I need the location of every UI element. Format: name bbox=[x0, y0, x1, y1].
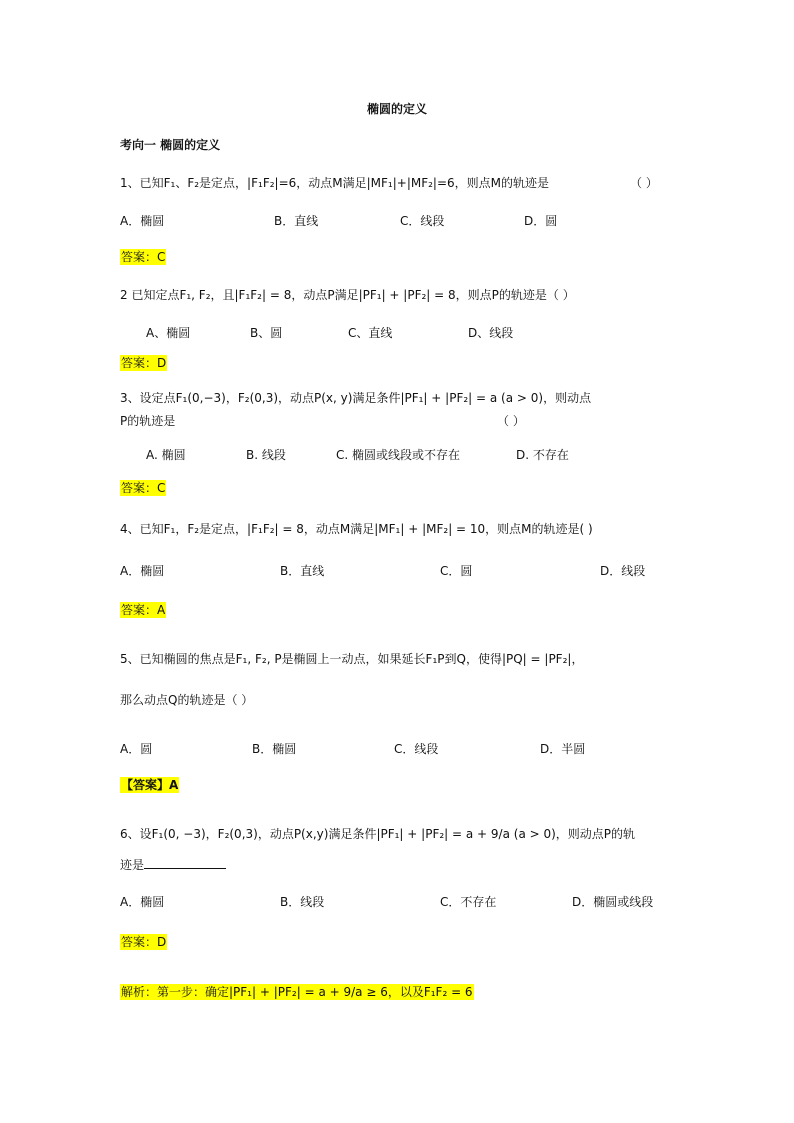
question-5-option-c: C．线段 bbox=[394, 742, 439, 756]
question-4-option-d: D．线段 bbox=[600, 564, 646, 578]
question-3-stem: 3、设定点F₁(0,−3)，F₂(0,3)，动点P(x, y)满足条件|PF₁| + |PF₂| = a (a > 0)，则动点 bbox=[120, 391, 592, 405]
question-1-stem: 1、已知F₁、F₂是定点，|F₁F₂|=6，动点M满足|MF₁|+|MF₂|=6，则点M的轨迹是 bbox=[120, 176, 550, 190]
question-1-answer: 答案：C bbox=[121, 250, 166, 264]
question-6-option-d: D．椭圆或线段 bbox=[572, 895, 654, 909]
question-3-stem-continued: P的轨迹是 bbox=[120, 414, 176, 428]
section-heading: 考向一 椭圆的定义 bbox=[120, 138, 221, 152]
question-1-option-c: C．线段 bbox=[400, 214, 445, 228]
question-6-stem-continued: 迹是 bbox=[120, 858, 145, 872]
question-5-answer: 【答案】A bbox=[121, 778, 179, 792]
question-2-option-a: A、椭圆 bbox=[146, 326, 191, 340]
question-4-option-a: A．椭圆 bbox=[120, 564, 165, 578]
question-6-answer-blank bbox=[144, 858, 226, 869]
question-6-option-c: C．不存在 bbox=[440, 895, 497, 909]
question-4-option-b: B．直线 bbox=[280, 564, 325, 578]
question-3-option-c: C. 椭圆或线段或不存在 bbox=[336, 448, 461, 462]
question-5-stem-continued: 那么动点Q的轨迹是（ ） bbox=[120, 693, 254, 707]
question-4-option-c: C．圆 bbox=[440, 564, 473, 578]
question-3-bracket: （ ） bbox=[497, 414, 525, 428]
question-6-answer: 答案：D bbox=[121, 935, 167, 949]
page-title: 椭圆的定义 bbox=[366, 102, 427, 116]
question-2-option-d: D、线段 bbox=[468, 326, 514, 340]
question-3-option-d: D. 不存在 bbox=[516, 448, 569, 462]
question-2-option-c: C、直线 bbox=[348, 326, 393, 340]
question-3-answer: 答案：C bbox=[121, 481, 166, 495]
question-4-answer: 答案：A bbox=[121, 603, 166, 617]
question-1-option-d: D．圆 bbox=[524, 214, 558, 228]
question-4-stem: 4、已知F₁，F₂是定点，|F₁F₂| = 8，动点M满足|MF₁| + |MF₂| = 10，则点M的轨迹是( ) bbox=[120, 522, 593, 536]
question-2-stem: 2 已知定点F₁, F₂，且|F₁F₂| = 8，动点P满足|PF₁| + |PF₂| = 8，则点P的轨迹是（ ） bbox=[120, 288, 575, 302]
question-6-analysis: 解析：第一步：确定|PF₁| + |PF₂| = a + 9/a ≥ 6，以及F₁F₂ = 6 bbox=[121, 985, 473, 999]
question-3-option-b: B. 线段 bbox=[246, 448, 286, 462]
question-1-bracket: （ ） bbox=[630, 176, 658, 190]
question-1-option-a: A．椭圆 bbox=[120, 214, 165, 228]
question-2-option-b: B、圆 bbox=[250, 326, 283, 340]
question-6-option-b: B．线段 bbox=[280, 895, 325, 909]
question-6-option-a: A．椭圆 bbox=[120, 895, 165, 909]
question-2-answer: 答案：D bbox=[121, 356, 167, 370]
question-1-option-b: B．直线 bbox=[274, 214, 319, 228]
question-6-stem: 6、设F₁(0, −3)，F₂(0,3)，动点P(x,y)满足条件|PF₁| + |PF₂| = a + 9/a (a > 0)，则动点P的轨 bbox=[120, 827, 636, 841]
question-5-option-d: D．半圆 bbox=[540, 742, 586, 756]
question-5-option-b: B．椭圆 bbox=[252, 742, 297, 756]
question-3-option-a: A. 椭圆 bbox=[146, 448, 186, 462]
question-5-option-a: A．圆 bbox=[120, 742, 153, 756]
question-5-stem: 5、已知椭圆的焦点是F₁, F₂, P是椭圆上一动点，如果延长F₁P到Q，使得|PQ| = |PF₂|， bbox=[120, 652, 584, 666]
